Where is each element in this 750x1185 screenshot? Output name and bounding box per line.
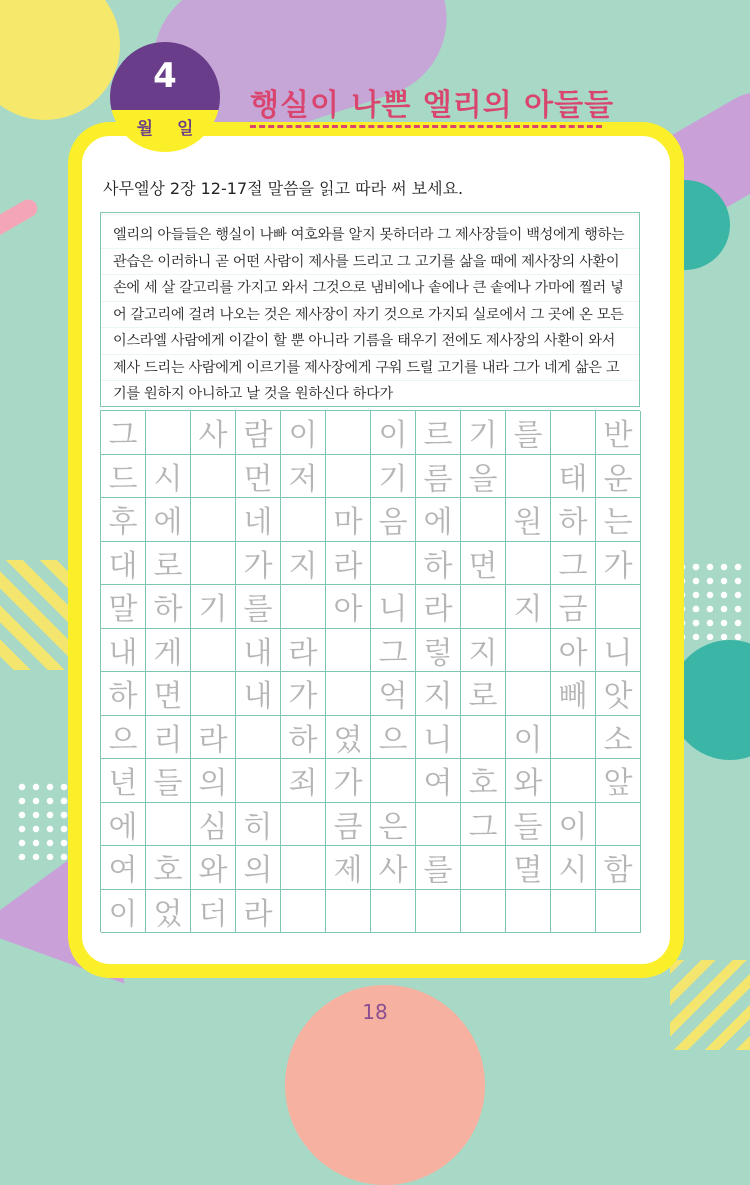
grid-cell[interactable]	[281, 890, 326, 934]
grid-cell[interactable]: 라	[236, 890, 281, 934]
grid-cell[interactable]: 죄	[281, 759, 326, 803]
grid-cell[interactable]: 라	[191, 716, 236, 760]
grid-cell[interactable]: 의	[191, 759, 236, 803]
grid-cell[interactable]: 에	[146, 498, 191, 542]
grid-cell[interactable]	[551, 759, 596, 803]
grid-cell[interactable]	[506, 542, 551, 586]
grid-cell[interactable]: 이	[101, 890, 146, 934]
day-label: 일	[176, 119, 194, 139]
grid-cell[interactable]	[551, 411, 596, 455]
grid-cell[interactable]: 제	[326, 846, 371, 890]
grid-cell[interactable]	[596, 890, 641, 934]
grid-cell[interactable]	[461, 890, 506, 934]
grid-cell[interactable]: 함	[596, 846, 641, 890]
grid-cell[interactable]: 대	[101, 542, 146, 586]
grid-cell[interactable]: 가	[281, 672, 326, 716]
grid-cell[interactable]	[461, 498, 506, 542]
grid-cell[interactable]: 소	[596, 716, 641, 760]
grid-cell[interactable]: 리	[146, 716, 191, 760]
grid-cell[interactable]: 네	[236, 498, 281, 542]
grid-cell[interactable]: 이	[371, 411, 416, 455]
grid-cell[interactable]: 였	[326, 716, 371, 760]
grid-cell[interactable]: 더	[191, 890, 236, 934]
grid-cell[interactable]: 사	[191, 411, 236, 455]
grid-cell[interactable]: 여	[416, 759, 461, 803]
grid-cell[interactable]	[236, 716, 281, 760]
decor-circle	[0, 0, 120, 120]
grid-cell[interactable]: 니	[371, 585, 416, 629]
grid-cell[interactable]: 년	[101, 759, 146, 803]
decor-bar	[0, 196, 40, 242]
grid-cell[interactable]: 내	[236, 629, 281, 673]
grid-cell[interactable]: 반	[596, 411, 641, 455]
grid-cell[interactable]: 으	[101, 716, 146, 760]
grid-cell[interactable]: 으	[371, 716, 416, 760]
grid-cell[interactable]: 람	[236, 411, 281, 455]
grid-cell[interactable]: 의	[236, 846, 281, 890]
grid-cell[interactable]	[461, 846, 506, 890]
grid-cell[interactable]	[326, 411, 371, 455]
grid-cell[interactable]	[371, 759, 416, 803]
grid-cell[interactable]	[281, 846, 326, 890]
grid-cell[interactable]	[326, 629, 371, 673]
grid-cell[interactable]: 드	[101, 455, 146, 499]
grid-cell[interactable]: 을	[461, 455, 506, 499]
grid-cell[interactable]	[461, 585, 506, 629]
decor-dots	[675, 560, 745, 640]
day-number: 4	[153, 56, 177, 96]
grid-cell[interactable]: 그	[461, 803, 506, 847]
grid-cell[interactable]	[461, 716, 506, 760]
grid-cell[interactable]	[551, 716, 596, 760]
grid-cell[interactable]: 아	[551, 629, 596, 673]
grid-cell[interactable]: 운	[596, 455, 641, 499]
grid-cell[interactable]: 기	[371, 455, 416, 499]
grid-cell[interactable]: 말	[101, 585, 146, 629]
grid-cell[interactable]: 게	[146, 629, 191, 673]
grid-cell[interactable]: 지	[281, 542, 326, 586]
grid-cell[interactable]: 이	[281, 411, 326, 455]
day-badge	[110, 42, 220, 152]
grid-cell[interactable]: 하	[281, 716, 326, 760]
grid-cell[interactable]: 히	[236, 803, 281, 847]
grid-cell[interactable]	[416, 890, 461, 934]
grid-cell[interactable]	[146, 411, 191, 455]
grid-cell[interactable]: 시	[551, 846, 596, 890]
grid-cell[interactable]	[191, 455, 236, 499]
grid-cell[interactable]: 와	[506, 759, 551, 803]
grid-cell[interactable]	[506, 890, 551, 934]
grid-cell[interactable]: 가	[236, 542, 281, 586]
grid-cell[interactable]: 멸	[506, 846, 551, 890]
grid-cell[interactable]: 니	[416, 716, 461, 760]
scripture-passage: 엘리의 아들들은 행실이 나빠 여호와를 알지 못하더라 그 제사장들이 백성에게 행하는 관습은 이러하니 곧 어떤 사람이 제사를 드리고 그 고기를 삶을 때에 제사장의 사환이 손에 세 살 갈고리를 가지고 와서 그것으로 냄비에나 솥에나 큰 솥에나 가마에 찔러 넣어 갈고리에 걸려 나오는 것은 제사장이 자기 것으로 가지되 실로에서 그 곳에 온 모든 이스라엘 사람에게 이같이 할 뿐 아니라 기름을 태우기 전에도 제사장의 사환이 와서 제사 드리는 사람에게 이르기를 제사장에게 구워 드릴 고기를 내라 그가 네게 삶은 고기를 원하지 아니하고 날 것을 원하신다 하다가	[100, 212, 640, 407]
date-labels	[110, 114, 220, 139]
grid-cell[interactable]	[191, 542, 236, 586]
grid-cell[interactable]: 사	[371, 846, 416, 890]
page-number: 18	[362, 1000, 388, 1024]
grid-cell[interactable]	[326, 455, 371, 499]
grid-cell[interactable]: 면	[146, 672, 191, 716]
grid-cell[interactable]: 지	[506, 585, 551, 629]
grid-cell[interactable]: 후	[101, 498, 146, 542]
grid-cell[interactable]: 태	[551, 455, 596, 499]
grid-cell[interactable]	[416, 803, 461, 847]
grid-cell[interactable]: 은	[371, 803, 416, 847]
grid-cell[interactable]	[191, 672, 236, 716]
grid-cell[interactable]: 를	[236, 585, 281, 629]
grid-cell[interactable]: 를	[416, 846, 461, 890]
grid-cell[interactable]: 르	[416, 411, 461, 455]
grid-cell[interactable]: 들	[146, 759, 191, 803]
grid-cell[interactable]: 하	[146, 585, 191, 629]
grid-cell[interactable]: 내	[101, 629, 146, 673]
grid-cell[interactable]: 마	[326, 498, 371, 542]
grid-cell[interactable]	[506, 455, 551, 499]
grid-cell[interactable]	[596, 585, 641, 629]
grid-cell[interactable]: 지	[461, 629, 506, 673]
grid-cell[interactable]: 라	[326, 542, 371, 586]
writing-grid[interactable]	[100, 410, 640, 932]
grid-cell[interactable]: 들	[506, 803, 551, 847]
grid-cell[interactable]: 아	[326, 585, 371, 629]
grid-cell[interactable]: 금	[551, 585, 596, 629]
grid-cell[interactable]	[281, 498, 326, 542]
grid-cell[interactable]: 었	[146, 890, 191, 934]
grid-cell[interactable]	[326, 890, 371, 934]
grid-cell[interactable]: 이	[551, 803, 596, 847]
grid-cell[interactable]: 그	[101, 411, 146, 455]
grid-cell[interactable]	[281, 585, 326, 629]
grid-cell[interactable]: 그	[551, 542, 596, 586]
grid-cell[interactable]: 시	[146, 455, 191, 499]
grid-cell[interactable]: 가	[596, 542, 641, 586]
grid-cell[interactable]: 기	[461, 411, 506, 455]
grid-cell[interactable]: 호	[461, 759, 506, 803]
grid-cell[interactable]: 니	[596, 629, 641, 673]
grid-cell[interactable]: 는	[596, 498, 641, 542]
grid-cell[interactable]	[236, 759, 281, 803]
grid-cell[interactable]: 를	[506, 411, 551, 455]
grid-cell[interactable]: 빼	[551, 672, 596, 716]
grid-cell[interactable]: 와	[191, 846, 236, 890]
grid-cell[interactable]: 로	[146, 542, 191, 586]
grid-cell[interactable]: 하	[101, 672, 146, 716]
grid-cell[interactable]: 여	[101, 846, 146, 890]
grid-cell[interactable]: 큼	[326, 803, 371, 847]
grid-cell[interactable]	[506, 629, 551, 673]
decor-dots	[15, 780, 75, 860]
grid-cell[interactable]: 호	[146, 846, 191, 890]
grid-cell[interactable]: 면	[461, 542, 506, 586]
grid-cell[interactable]: 라	[281, 629, 326, 673]
grid-cell[interactable]: 름	[416, 455, 461, 499]
grid-cell[interactable]: 라	[416, 585, 461, 629]
grid-cell[interactable]: 그	[371, 629, 416, 673]
page-title: 행실이 나쁜 엘리의 아들들	[250, 88, 615, 123]
grid-cell[interactable]: 저	[281, 455, 326, 499]
grid-cell[interactable]: 지	[416, 672, 461, 716]
grid-cell[interactable]: 가	[326, 759, 371, 803]
grid-cell[interactable]: 먼	[236, 455, 281, 499]
grid-cell[interactable]	[371, 542, 416, 586]
grid-cell[interactable]	[146, 803, 191, 847]
grid-cell[interactable]: 원	[506, 498, 551, 542]
grid-cell[interactable]	[191, 498, 236, 542]
grid-cell[interactable]	[326, 672, 371, 716]
grid-cell[interactable]	[191, 629, 236, 673]
grid-cell[interactable]: 심	[191, 803, 236, 847]
grid-cell[interactable]: 억	[371, 672, 416, 716]
grid-cell[interactable]	[281, 803, 326, 847]
grid-cell[interactable]	[371, 890, 416, 934]
grid-cell[interactable]	[596, 803, 641, 847]
grid-cell[interactable]	[506, 672, 551, 716]
grid-cell[interactable]: 내	[236, 672, 281, 716]
grid-cell[interactable]: 앗	[596, 672, 641, 716]
grid-cell[interactable]: 앞	[596, 759, 641, 803]
grid-cell[interactable]: 기	[191, 585, 236, 629]
grid-cell[interactable]: 로	[461, 672, 506, 716]
grid-cell[interactable]: 에	[416, 498, 461, 542]
grid-cell[interactable]: 에	[101, 803, 146, 847]
grid-cell[interactable]	[551, 890, 596, 934]
month-label: 월	[136, 119, 154, 139]
grid-cell[interactable]: 하	[551, 498, 596, 542]
title-underline	[250, 125, 602, 128]
grid-cell[interactable]: 이	[506, 716, 551, 760]
grid-cell[interactable]: 음	[371, 498, 416, 542]
grid-cell[interactable]: 렇	[416, 629, 461, 673]
instruction-text: 사무엘상 2장 12-17절 말씀을 읽고 따라 써 보세요.	[103, 179, 464, 198]
grid-cell[interactable]: 하	[416, 542, 461, 586]
